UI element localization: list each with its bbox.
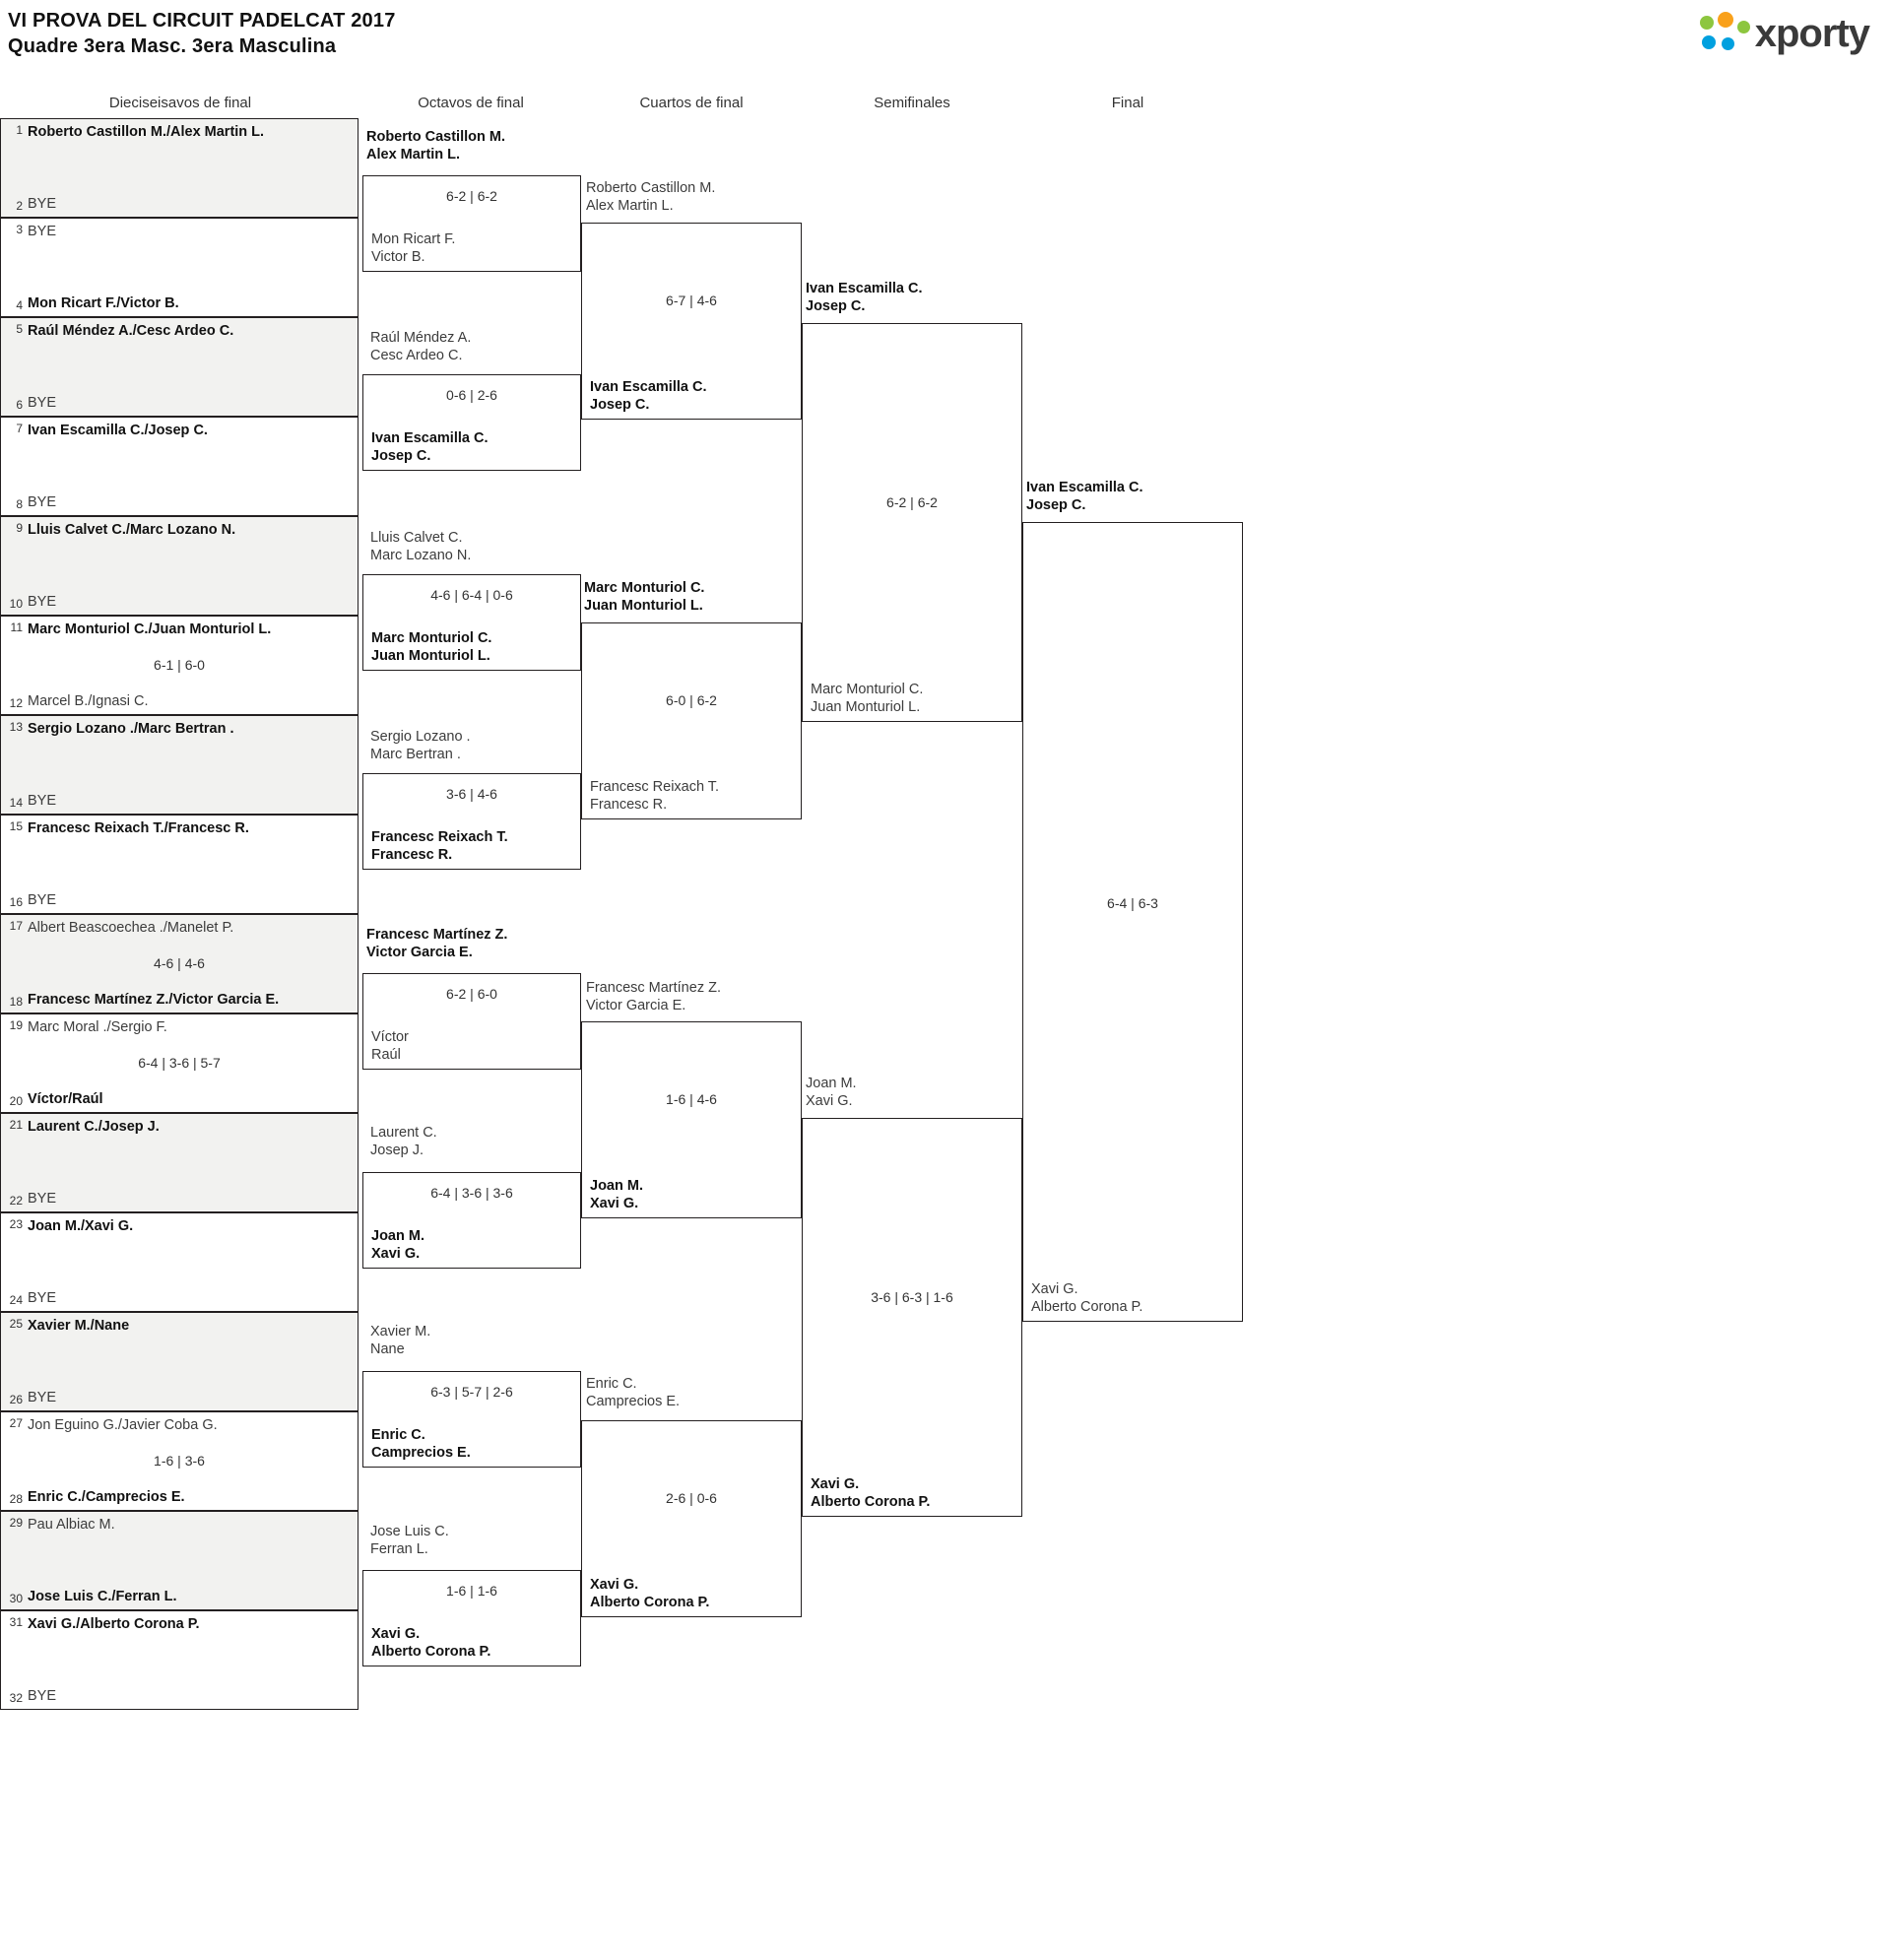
seed-number: 2 [16,199,23,213]
match-score: 6-4 | 3-6 | 5-7 [138,1055,221,1071]
player-top: BYE [28,224,57,239]
match-r2-2[interactable] [362,374,581,471]
r2-3-winner-line1: Marc Monturiol C. [371,629,492,646]
player-top: Raúl Méndez A./Cesc Ardeo C. [28,323,234,339]
seed-number: 11 [10,621,23,634]
match-score: 3-6 | 6-3 | 1-6 [871,1289,953,1305]
seed-number: 20 [9,1094,23,1108]
seed-number: 15 [9,819,23,833]
match-r1-2[interactable] [0,218,359,317]
r3-3-winner-line2: Xavi G. [590,1195,639,1211]
match-score: 2-6 | 0-6 [666,1490,717,1506]
r2-7-winner-line1: Enric C. [371,1426,425,1443]
page-header [0,0,1891,79]
r2-6-winner-line1: Joan M. [371,1227,424,1244]
seed-number: 7 [16,422,23,435]
match-score: 1-6 | 3-6 [154,1453,205,1469]
r2-6-top-line2: Josep J. [370,1143,424,1158]
player-bottom: Enric C./Camprecios E. [28,1489,185,1505]
player-top: Xavi G./Alberto Corona P. [28,1616,200,1632]
r2-1-loser-line2: Victor B. [371,248,425,265]
r2-7-top-line1: Xavier M. [370,1324,431,1339]
match-r4-1[interactable] [802,323,1022,722]
r3-3-winner-line1: Joan M. [590,1177,643,1194]
match-r1-16[interactable] [0,1610,359,1710]
logo-wordmark: xporty [1754,12,1869,55]
match-score: 6-1 | 6-0 [154,657,205,673]
match-r1-4[interactable] [0,417,359,516]
seed-number: 1 [16,123,23,137]
r4-1-loser-line2: Juan Monturiol L. [811,698,921,715]
r2-5-winner-line2: Victor Garcia E. [366,945,473,960]
match-score: 4-6 | 6-4 | 0-6 [430,587,513,603]
player-bottom: Marcel B./Ignasi C. [28,693,149,709]
r2-5-winner-line1: Francesc Martínez Z. [366,927,508,943]
r4-1-winner-line1: Ivan Escamilla C. [806,281,923,296]
seed-number: 26 [9,1393,23,1406]
r4-2-winner-line2: Alberto Corona P. [811,1493,931,1510]
match-r5-final[interactable] [1022,522,1243,1322]
r5-runnerup-line2: Alberto Corona P. [1031,1298,1143,1315]
match-r4-2[interactable] [802,1118,1022,1517]
match-score: 6-2 | 6-0 [446,986,497,1002]
match-r3-4[interactable] [581,1420,802,1617]
tournament-title: VI PROVA DEL CIRCUIT PADELCAT 2017 [8,10,396,32]
player-top: Joan M./Xavi G. [28,1218,134,1234]
r4-2-top-line2: Xavi G. [806,1093,853,1109]
seed-number: 14 [9,796,23,810]
seed-number: 29 [9,1516,23,1530]
player-bottom: BYE [28,793,57,809]
match-r1-1[interactable] [0,118,359,218]
r3-2-winner-line1: Marc Monturiol C. [584,580,705,596]
r2-8-winner-line2: Alberto Corona P. [371,1643,491,1660]
seed-number: 17 [9,919,23,933]
r3-2-loser-line1: Francesc Reixach T. [590,778,720,795]
title-block [8,8,396,59]
player-bottom: BYE [28,395,57,411]
seed-number: 6 [16,398,23,412]
match-score: 1-6 | 4-6 [666,1091,717,1107]
match-r1-10[interactable] [0,1013,359,1113]
player-bottom: Francesc Martínez Z./Victor Garcia E. [28,992,280,1008]
match-r1-7[interactable] [0,715,359,815]
match-score: 1-6 | 1-6 [446,1583,497,1599]
r2-4-winner-line2: Francesc R. [371,846,453,863]
r2-8-top-line1: Jose Luis C. [370,1524,449,1539]
r3-4-top-line1: Enric C. [586,1376,637,1392]
player-top: Lluis Calvet C./Marc Lozano N. [28,522,236,538]
round-header-r5: Final [1111,95,1144,111]
draw-subtitle: Quadre 3era Masc. 3era Masculina [8,35,337,57]
player-bottom: Jose Luis C./Ferran L. [28,1589,177,1604]
seed-number: 22 [9,1194,23,1208]
player-bottom: BYE [28,892,57,908]
match-r1-14[interactable] [0,1411,359,1511]
r3-4-winner-line2: Alberto Corona P. [590,1594,710,1610]
seed-number: 12 [9,696,23,710]
player-top: Marc Moral ./Sergio F. [28,1019,167,1035]
match-score: 0-6 | 2-6 [446,387,497,403]
r2-4-top-line2: Marc Bertran . [370,747,461,762]
match-r1-5[interactable] [0,516,359,616]
player-top: Ivan Escamilla C./Josep C. [28,423,208,438]
seed-number: 31 [9,1615,23,1629]
seed-number: 21 [9,1118,23,1132]
r2-4-top-line1: Sergio Lozano . [370,729,471,745]
player-bottom: BYE [28,196,57,212]
r3-1-top-line2: Alex Martin L. [586,198,674,214]
player-top: Laurent C./Josep J. [28,1119,160,1135]
r3-2-winner-line2: Juan Monturiol L. [584,598,703,614]
match-score: 4-6 | 4-6 [154,955,205,971]
match-score: 6-3 | 5-7 | 2-6 [430,1384,513,1400]
seed-number: 5 [16,322,23,336]
r3-2-loser-line2: Francesc R. [590,796,668,813]
player-bottom: BYE [28,594,57,610]
match-score: 6-7 | 4-6 [666,293,717,308]
player-top: Pau Albiac M. [28,1517,115,1533]
seed-number: 3 [16,223,23,236]
player-bottom: BYE [28,1390,57,1405]
r2-8-top-line2: Ferran L. [370,1541,428,1557]
match-r2-8[interactable] [362,1570,581,1666]
r4-2-top-line1: Joan M. [806,1076,857,1091]
seed-number: 4 [16,298,23,312]
match-r1-8[interactable] [0,815,359,914]
r3-3-top-line1: Francesc Martínez Z. [586,980,721,996]
player-bottom: BYE [28,1191,57,1207]
match-score: 6-4 | 3-6 | 3-6 [430,1185,513,1201]
player-bottom: Víctor/Raúl [28,1091,103,1107]
seed-number: 23 [9,1217,23,1231]
r3-1-winner-line2: Josep C. [590,396,650,413]
player-bottom: BYE [28,1290,57,1306]
match-r2-1[interactable] [362,175,581,272]
seed-number: 25 [9,1317,23,1331]
round-header-r3: Cuartos de final [639,95,744,111]
seed-number: 13 [9,720,23,734]
seed-number: 8 [16,497,23,511]
player-bottom: BYE [28,1688,57,1704]
r2-1-loser-line1: Mon Ricart F. [371,230,456,247]
player-top: Sergio Lozano ./Marc Bertran . [28,721,234,737]
seed-number: 27 [9,1416,23,1430]
r2-8-winner-line1: Xavi G. [371,1625,421,1642]
r2-3-top-line2: Marc Lozano N. [370,548,472,563]
player-top: Jon Eguino G./Javier Coba G. [28,1417,218,1433]
r4-2-winner-line1: Xavi G. [811,1475,860,1492]
r3-1-winner-line1: Ivan Escamilla C. [590,378,707,395]
match-score: 6-2 | 6-2 [446,188,497,204]
seed-number: 10 [9,597,23,611]
match-r2-3[interactable] [362,574,581,671]
seed-number: 28 [9,1492,23,1506]
round-header-r2: Octavos de final [418,95,524,111]
match-r1-13[interactable] [0,1312,359,1411]
match-r1-6[interactable] [0,616,359,715]
match-r1-11[interactable] [0,1113,359,1212]
player-top: Albert Beascoechea ./Manelet P. [28,920,234,936]
seed-number: 32 [9,1691,23,1705]
r2-2-top-line1: Raúl Méndez A. [370,330,472,346]
player-top: Francesc Reixach T./Francesc R. [28,820,249,836]
match-score: 6-2 | 6-2 [886,494,938,510]
r2-7-top-line2: Nane [370,1341,405,1357]
r2-2-top-line2: Cesc Ardeo C. [370,348,463,363]
seed-number: 9 [16,521,23,535]
match-r1-12[interactable] [0,1212,359,1312]
r5-runnerup-line1: Xavi G. [1031,1280,1078,1297]
r3-1-top-line1: Roberto Castillon M. [586,180,716,196]
seed-number: 16 [9,895,23,909]
match-r3-1[interactable] [581,223,802,420]
r2-3-winner-line2: Juan Monturiol L. [371,647,490,664]
match-r3-3[interactable] [581,1021,802,1218]
r5-champion-line2: Josep C. [1026,497,1086,513]
r2-1-winner-line2: Alex Martin L. [366,147,461,163]
r2-7-winner-line2: Camprecios E. [371,1444,471,1461]
player-top: Xavier M./Nane [28,1318,130,1334]
r3-3-top-line2: Victor Garcia E. [586,998,686,1013]
r3-4-top-line2: Camprecios E. [586,1394,681,1409]
r2-2-winner-line2: Josep C. [371,447,431,464]
logo-dots-icon [1700,12,1751,55]
seed-number: 30 [9,1592,23,1605]
match-r3-2[interactable] [581,622,802,819]
player-top: Roberto Castillon M./Alex Martin L. [28,124,265,140]
seed-number: 24 [9,1293,23,1307]
r3-4-winner-line1: Xavi G. [590,1576,639,1593]
match-r1-9[interactable] [0,914,359,1013]
r2-3-top-line1: Lluis Calvet C. [370,530,463,546]
r4-1-loser-line1: Marc Monturiol C. [811,681,924,697]
match-score: 6-0 | 6-2 [666,692,717,708]
r2-2-winner-line1: Ivan Escamilla C. [371,429,489,446]
r5-champion-line1: Ivan Escamilla C. [1026,480,1143,495]
round-header-r1: Dieciseisavos de final [108,95,252,111]
match-r2-6[interactable] [362,1172,581,1269]
match-r1-15[interactable] [0,1511,359,1610]
seed-number: 19 [9,1018,23,1032]
match-r2-4[interactable] [362,773,581,870]
player-bottom: BYE [28,494,57,510]
round-header-r4: Semifinales [874,95,950,111]
match-score: 6-4 | 6-3 [1107,895,1158,911]
match-r2-7[interactable] [362,1371,581,1468]
match-score: 3-6 | 4-6 [446,786,497,802]
r4-1-winner-line2: Josep C. [806,298,866,314]
r2-5-loser-line1: Víctor [371,1028,409,1045]
r2-1-winner-line1: Roberto Castillon M. [366,129,505,145]
r2-5-loser-line2: Raúl [371,1046,401,1063]
r2-4-winner-line1: Francesc Reixach T. [371,828,508,845]
xporty-logo [1700,10,1869,57]
r2-6-top-line1: Laurent C. [370,1125,437,1141]
match-r1-3[interactable] [0,317,359,417]
player-bottom: Mon Ricart F./Victor B. [28,295,179,311]
r2-6-winner-line2: Xavi G. [371,1245,421,1262]
seed-number: 18 [9,995,23,1009]
match-r2-5[interactable] [362,973,581,1070]
player-top: Marc Monturiol C./Juan Monturiol L. [28,621,272,637]
